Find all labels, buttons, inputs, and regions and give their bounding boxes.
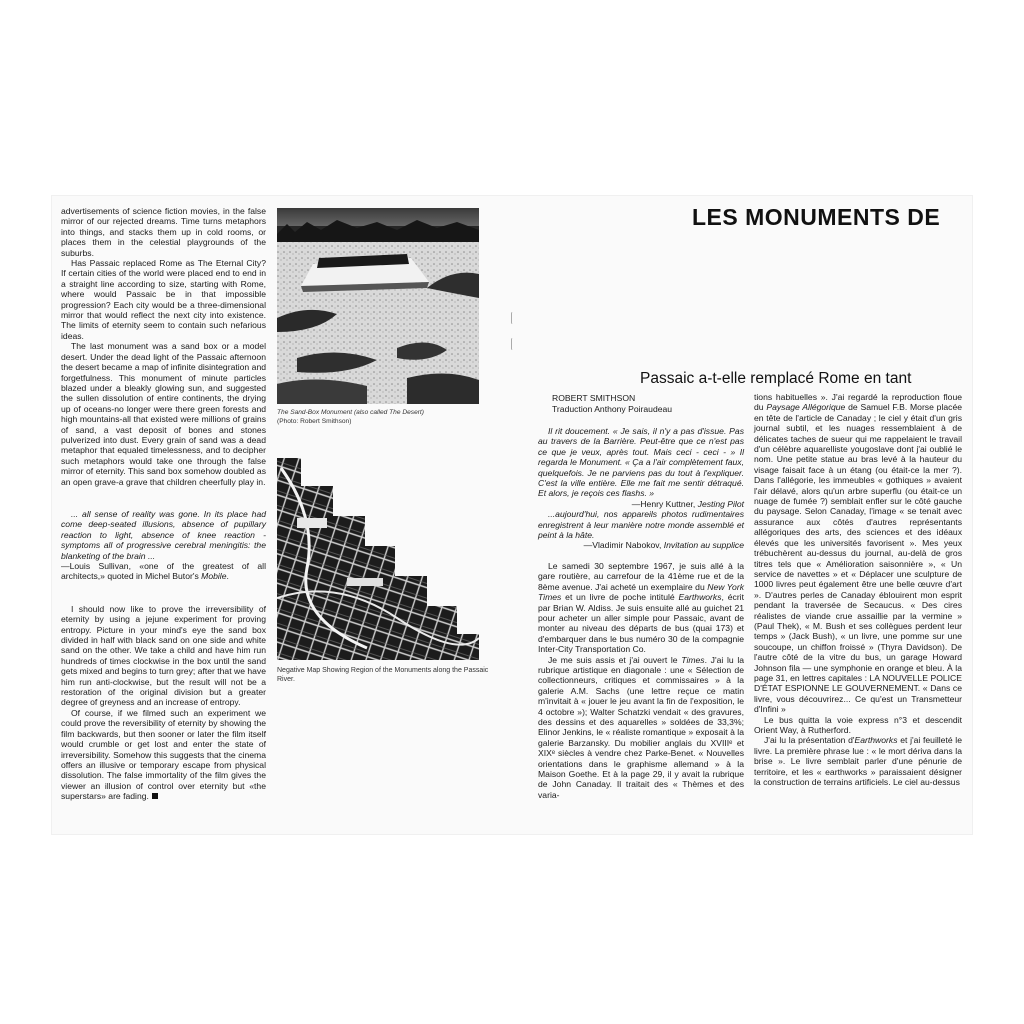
epigraph-nabokov: ...aujourd'hui, nos appareils photos rudimentaires enregistrent à leur manière notre monde assemblé et peint à la hâte.	[538, 509, 744, 541]
middle-paragraph-1	[538, 561, 744, 655]
left-text-column	[61, 206, 266, 802]
translator-credit: Traduction Anthony Poiraudeau	[552, 404, 673, 414]
sandbox-caption-title: The Sand-Box Monument (also called The Desert)	[277, 409, 424, 416]
sandbox-caption-credit: (Photo: Robert Smithson)	[277, 418, 352, 425]
epigraph-nabokov-attribution	[538, 540, 744, 550]
kuttner-book: Jesting Pilot	[697, 498, 744, 509]
left-paragraph-2: Has Passaic replaced Rome as The Eternal City? If certain cities of the world were placed end to end in a straight line according to size, starting with Rome, where would Passaic be in that impossible progression? Each city would be a three-dimensional mirror that would reflect the next city into existence. The limits of eternity seem to contain such nefarious ideas.	[61, 258, 266, 341]
right-text-column	[754, 392, 962, 787]
p2-text-c: . J'ai lu la rubrique artistique en diagonale : une « Sélection de collectionneurs, critiques et commissaires » à la galerie A.M. Sachs (une lettre reçue ce matin m'invitait à « jouer le jeu avant la fin de l'exposition, le 4 octobre »); Walter Schatzki vendait « des gravures, des dessins et des aquarelles » soldées de 33,3%; Elinor Jenkins, le « réaliste romantique » exposait à la galerie Barzansky. Du mobilier anglais du XVIIIᵉ et XIXᵉ siècles à vendre chez Parke-Benet. « Nouvelles orientations dans le graphisme allemand » à la Maison Goethe. Et à la page 29, il y avait la rubrique de John Canaday. Il traitait des « Thèmes et des varia-	[538, 654, 745, 800]
left-paragraph-4: I should now like to prove the irreversibility of eternity by using a jejune experiment for proving entropy. Picture in your mind's eye the sand box divided in half with black sand on one side and white sand on the other. We take a child and have him run hundreds of times clockwise in the box until the sand gets mixed and begins to turn grey; after that we have him run anti-clockwise, but the result will not be a restoration of the original division but a greater degree of greyness and an increase of entropy.	[61, 603, 266, 708]
quote-attribution-end: .	[226, 571, 229, 582]
magazine-spread	[52, 196, 972, 834]
byline	[552, 393, 752, 415]
author-name: ROBERT SMITHSON	[552, 393, 636, 403]
p1-text-a: Le samedi 30 septembre 1967, je suis allé à la gare routière, au carrefour de la 41ème rue et de la 8ème avenue. J'ai acheté un exemplaire du	[538, 560, 744, 592]
rp1-text-a: tions habituelles ». J'ai regardé la reproduction floue du	[754, 392, 962, 413]
right-paragraph-3	[754, 735, 962, 787]
left-paragraph-3: The last monument was a sand box or a model desert. Under the dead light of the Passaic afternoon the desert became a map of infinite disintegration and forgetfulness. This monument of minute particles blazed under a bleakly glowing sun, and suggested the sullen dissolution of entire continents, the drying up of oceans-no longer were there green forests and high mountains-all that existed were millions of grains of sand, a vast deposit of bones and stones pulverized into dust. Every grain of sand was a dead metaphor that equaled timelessness, and to decipher such metaphors would take one through the false mirror of eternity. This sand box somehow doubled as an open grave-a grave that children cheerfully play in.	[61, 341, 266, 487]
left-paragraph-5	[61, 708, 266, 802]
sandbox-monument-photo	[277, 208, 479, 404]
left-paragraph-1: advertisements of science fiction movies, in the false mirror of our rejected dreams. Time turns metaphors into things, and stacks them up in cold rooms, or places them in the celestial playgrounds of the suburbs.	[61, 206, 266, 258]
negative-map-image	[277, 458, 479, 660]
middle-paragraph-2	[538, 655, 744, 801]
quote-attribution-text: —Louis Sullivan, «one of the greatest of all architects,» quoted in Michel Butor's	[61, 561, 266, 582]
rp3-text-a: J'ai lu la présentation d'	[764, 735, 855, 746]
sullivan-quote: ... all sense of reality was gone. In its place had come deep-seated illusions, absence of pupillary reaction to light, absence of knee reaction - symptoms all of progressive cerebral meningitis: the blanketing of the brain ...	[61, 508, 266, 561]
epigraph-kuttner-attribution	[538, 499, 744, 509]
article-title: LES MONUMENTS DE	[692, 204, 941, 230]
quote-attribution-book: Mobile	[201, 571, 227, 582]
binding-mark	[511, 312, 514, 324]
left-paragraph-5-text: Of course, if we filmed such an experiment we could prove the reversibility of eternity by showing the film backwards, but then sooner or later the film itself would crumble or get lost and enter the state of irreversibility. Somehow this suggests that the cinema offers an illusive or temporary escape from physical dissolution. The false immortality of the film gives the viewer an illusion of control over eternity but «the superstars» are fading.	[61, 707, 266, 802]
p1-earthworks: Earthworks	[678, 592, 722, 603]
binding-mark	[511, 338, 514, 350]
negative-map-caption: Negative Map Showing Region of the Monuments along the Passaic River.	[277, 667, 489, 683]
middle-text-column	[538, 426, 744, 800]
rp3-text-c: et j'ai feuilleté le livre. La première phrase lue : « le mort dériva dans la brise ». Le livre semblait parler d'une pénurie de territoire, et les « earthworks » paraissaient désigner la construction de terrains artificiels. Le ciel au-dessus	[754, 735, 963, 788]
rp3-earthworks: Earthworks	[854, 735, 898, 746]
kuttner-name: —Henry Kuttner,	[631, 498, 696, 509]
rp1-painting: Paysage Allégorique	[766, 402, 846, 413]
rp1-text-c: de Samuel F.B. Morse placée en tête de l'article de Canaday ; le ciel y était d'un gris journal subtil, et les nuages ressemblaient à de délicates taches de sueur qui me rappelaient le travail d'un célèbre aquarelliste yougoslave dont j'ai oublié le nom. Une petite statue au bras levé à la hauteur du visage faisait face à un étang (ou était-ce la mer ?). Dans l'allégorie, les immeubles « gothiques » avaient l'air délavé, alors qu'un arbre superflu (ou était-ce un nuage de fumée ?) semblait enfler sur le côté gauche du paysage. Selon Canaday, l'image « se tenait avec assurance aux côtés d'autres représentants allégoriques des arts, des sciences et des idéaux élevés que les universités favorisent ». Mes yeux trébuchèrent au-dessus du journal, au-delà de gros titres tels que « Amélioration saisonnière », « Un service de navettes » et « Déplacer une sculpture de 1000 livres peut également être une belle œuvre d'art ». D'autres perles de Canaday éblouirent mon esprit pendant la traversée de Secaucus. « Des cires réalistes de viande crue assaillie par la vermine » (Paul Thek), « M. Bush et ses collègues perdent leur temps » (Jack Bush), « un livre, une pomme sur une soucoupe, un chiffon froissé » (Thyra Davidson). De l'autre côté de la vitre du bus, un garage Howard Johnson fila — une symphonie en orange et bleu. À la page 31, en lettres capitales : LA NOUVELLE POLICE D'ÉTAT ESPIONNE LE GOUVERNEMENT. « Dans ce livre, vous découvrirez... Ce qu'est un Transmetteur d'Infini »	[754, 402, 963, 715]
nabokov-name: —Vladimir Nabokov,	[583, 540, 662, 551]
epigraph-kuttner: Il rit doucement. « Je sais, il n'y a pas d'issue. Pas au travers de la Barrière. Peut-être que ce n'est pas ce que je veux, après tout. Mais ceci - ceci - » Il regarda le Monument. « Ça a l'air complètement faux, quelquefois. Je ne parviens pas du tout à l'expliquer. C'est la ville entière. Elle me fait me sentir détraqué. Et alors, je reçois ces flashs. »	[538, 426, 744, 499]
article-subtitle: Passaic a-t-elle remplacé Rome en tant	[640, 370, 912, 387]
p1-text-c: et un livre de poche intitulé	[565, 592, 675, 603]
end-mark-icon	[152, 793, 158, 799]
p1-nyt: New York Times	[538, 581, 744, 603]
nabokov-book: Invitation au supplice	[663, 540, 744, 551]
p2-text-a: Je me suis assis et j'ai ouvert le	[548, 654, 678, 665]
p2-times: Times	[681, 654, 705, 665]
sandbox-photo-caption	[277, 408, 487, 426]
p1-text-e: , écrit par Brian W. Aldiss. Je suis ensuite allé au guichet 21 pour acheter un aller simple pour Passaic, avant de monter au niveau des départs de bus (quai 173) et d'embarquer dans le bus numéro 30 de la compagnie Inter-City Transportation Co.	[538, 592, 744, 655]
right-paragraph-1	[754, 392, 962, 715]
sullivan-quote-attribution	[61, 561, 266, 582]
right-paragraph-2: Le bus quitta la voie express n°3 et descendit Orient Way, à Rutherford.	[754, 714, 962, 735]
